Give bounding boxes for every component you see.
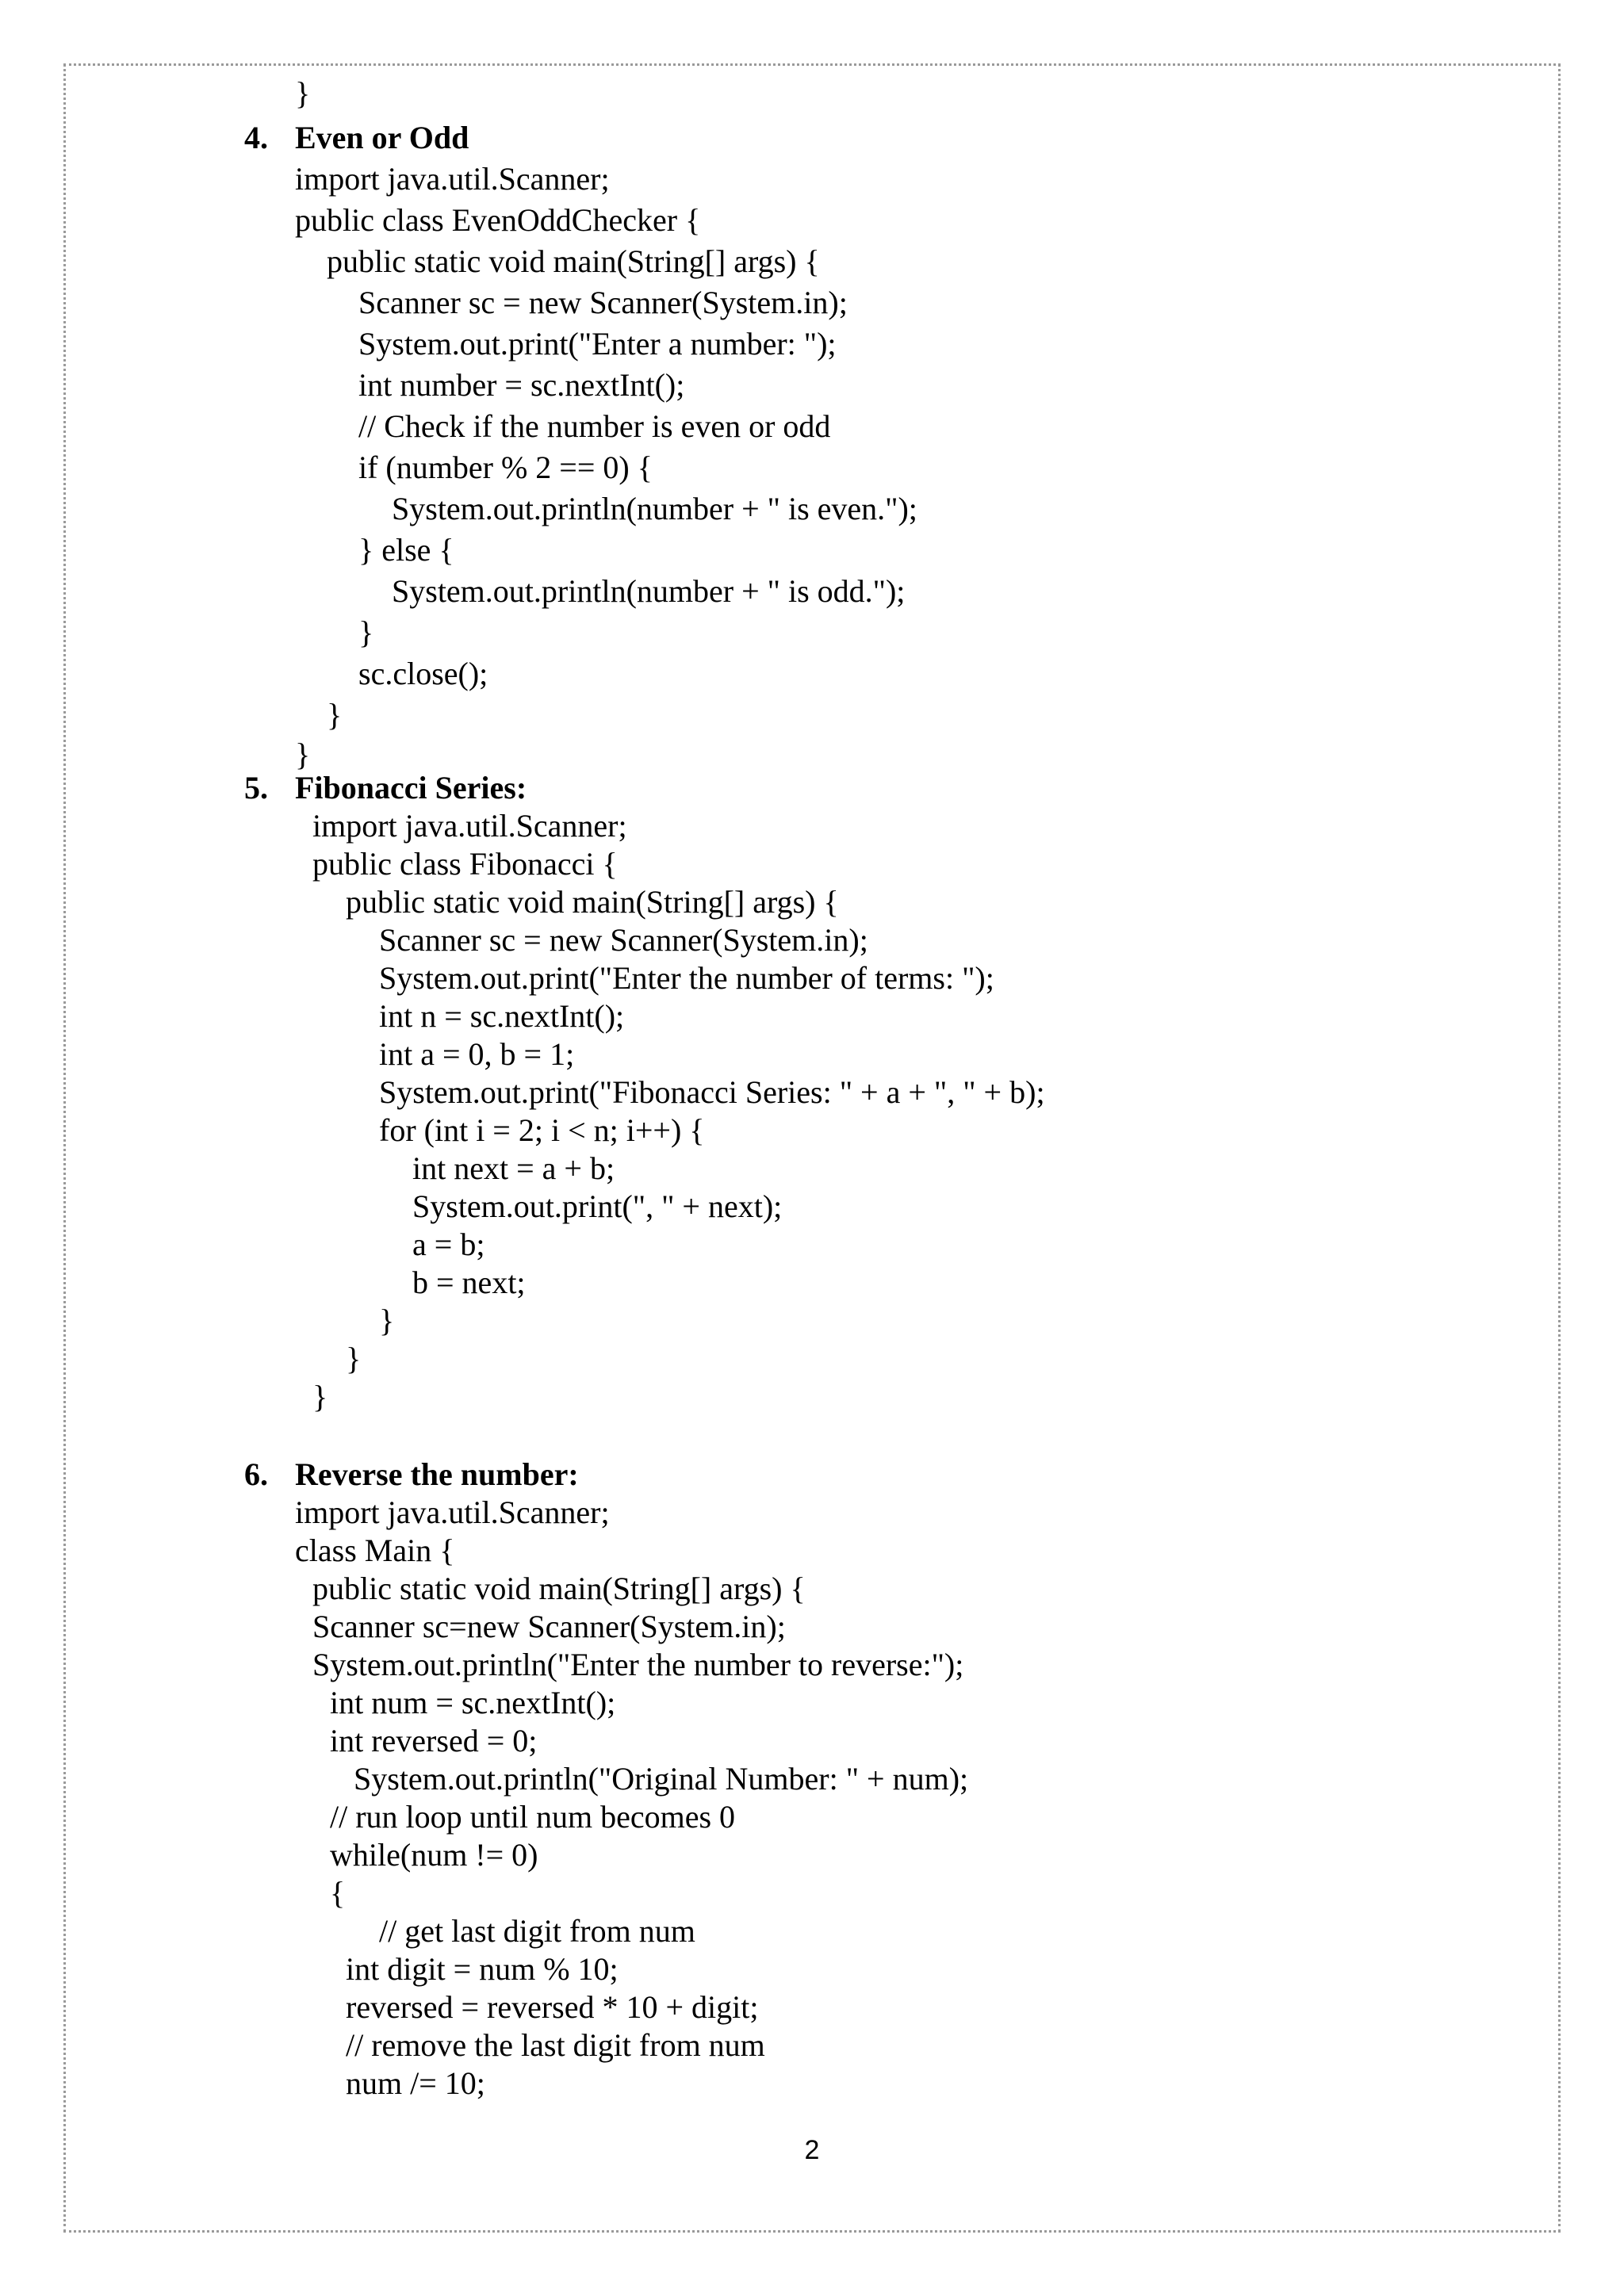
code-line: if (number % 2 == 0) { [358,450,653,485]
code-line: System.out.print("Enter the number of terms: "); [379,960,994,996]
code-line: int n = sc.nextInt(); [379,998,625,1034]
section-number: 6. [244,1456,268,1492]
code-line: Scanner sc = new Scanner(System.in); [358,285,848,320]
code-comment: // get last digit from num [379,1913,695,1949]
code-line: public static void main(String[] args) { [312,1571,806,1606]
code-line: public static void main(String[] args) { [346,884,839,920]
code-line: System.out.println("Original Number: " + num); [354,1761,969,1797]
code-line: a = b; [412,1226,485,1262]
section-heading: Fibonacci Series: [295,770,527,806]
code-comment: // remove the last digit from num [346,2027,765,2063]
code-line: Scanner sc=new Scanner(System.in); [312,1609,786,1644]
code-line: reversed = reversed * 10 + digit; [346,1989,759,2025]
code-line: b = next; [412,1265,526,1300]
code-comment: // run loop until num becomes 0 [330,1799,736,1835]
code-line: num /= 10; [346,2065,485,2101]
code-line: sc.close(); [358,656,488,691]
code-line: } [295,75,311,111]
code-line: int num = sc.nextInt(); [330,1685,616,1720]
code-line: import java.util.Scanner; [312,808,627,844]
code-line: } [312,1379,328,1414]
code-line: int digit = num % 10; [346,1951,619,1987]
code-line: } [379,1303,395,1338]
section-number: 5. [244,770,268,806]
code-line: } [346,1341,362,1376]
code-line: } else { [358,532,454,568]
code-line: System.out.print("Enter a number: "); [358,326,837,362]
code-line: public static void main(String[] args) { [327,243,820,279]
page-border [63,63,1561,2233]
code-line: System.out.print(", " + next); [412,1188,783,1224]
code-line: { [330,1875,346,1911]
page-number: 2 [804,2135,820,2165]
code-line: System.out.println(number + " is odd."); [392,573,906,609]
code-line: class Main { [295,1533,455,1568]
code-line: Scanner sc = new Scanner(System.in); [379,922,868,958]
code-line: public class Fibonacci { [312,846,618,882]
code-line: } [358,614,374,650]
code-line: public class EvenOddChecker { [295,202,701,238]
code-line: } [327,697,343,733]
code-line: while(num != 0) [330,1837,538,1873]
code-line: } [295,737,311,772]
code-line: int reversed = 0; [330,1723,538,1758]
section-heading: Reverse the number: [295,1456,579,1492]
code-line: int next = a + b; [412,1150,615,1186]
code-line: import java.util.Scanner; [295,161,610,197]
code-line: System.out.println("Enter the number to reverse:"); [312,1647,964,1682]
code-line: System.out.println(number + " is even."); [392,491,917,526]
section-heading: Even or Odd [295,120,469,155]
code-line: int a = 0, b = 1; [379,1036,575,1072]
code-line: for (int i = 2; i < n; i++) { [379,1112,705,1148]
code-line: int number = sc.nextInt(); [358,367,685,403]
code-comment: // Check if the number is even or odd [358,408,831,444]
section-number: 4. [244,120,268,155]
code-line: System.out.print("Fibonacci Series: " + a + ", " + b); [379,1074,1045,1110]
code-line: import java.util.Scanner; [295,1494,610,1530]
